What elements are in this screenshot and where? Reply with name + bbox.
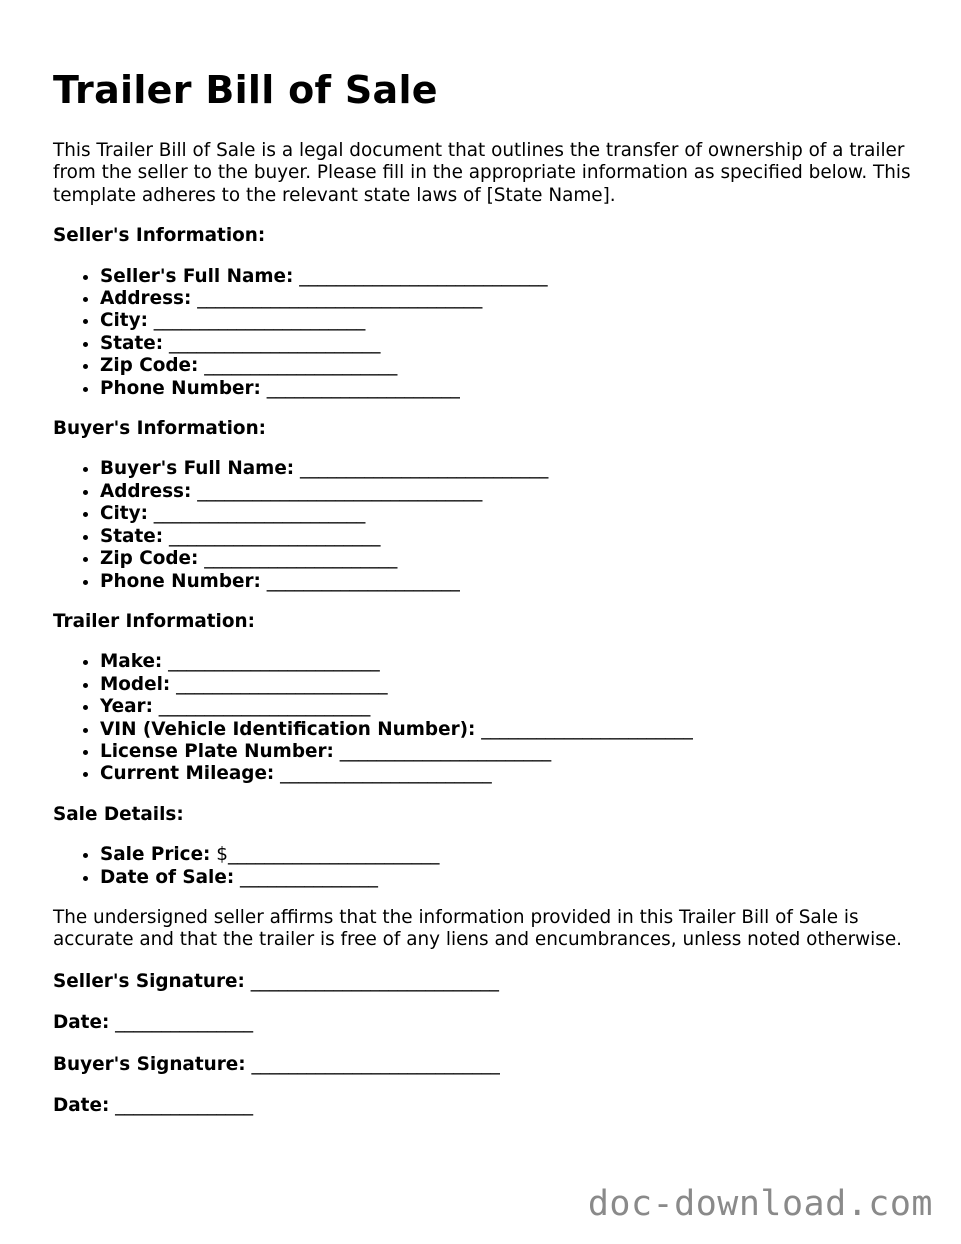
field-label: Zip Code: xyxy=(100,548,199,570)
sale-field-list xyxy=(53,844,913,889)
field-label: Date: xyxy=(53,1095,110,1116)
fill-in-blank: $_______________________ xyxy=(216,844,440,866)
affirmation-paragraph: The undersigned seller affirms that the information provided in this Trailer Bill of Sale is accurate and that the trailer is free of any liens and encumbrances, unless noted otherwise. xyxy=(53,906,903,951)
trailer-license-plate-field xyxy=(100,741,913,763)
field-label: Phone Number: xyxy=(100,377,261,399)
buyer-signature-line xyxy=(53,1054,913,1076)
trailer-current-mileage-field xyxy=(100,763,913,785)
buyer-city-field xyxy=(100,503,913,525)
fill-in-blank: ___________________________ xyxy=(300,458,549,480)
seller-signature-line xyxy=(53,971,913,993)
fill-in-blank: _______________________ xyxy=(153,503,366,525)
field-label: Phone Number: xyxy=(100,570,261,592)
seller-full-name-field xyxy=(100,266,913,288)
fill-in-blank: ___________________________ xyxy=(299,265,548,287)
document-page xyxy=(53,64,913,1117)
field-label: City: xyxy=(100,503,148,525)
seller-state-field xyxy=(100,333,913,355)
seller-zip-code-field xyxy=(100,355,913,377)
trailer-section-heading: Trailer Information: xyxy=(53,610,255,632)
buyer-zip-code-field xyxy=(100,548,913,570)
seller-section-heading: Seller's Information: xyxy=(53,225,266,247)
field-label: State: xyxy=(100,525,164,547)
trailer-model-field xyxy=(100,674,913,696)
fill-in-blank: _______________________________ xyxy=(197,480,483,502)
buyer-address-field xyxy=(100,481,913,503)
sale-section-heading: Sale Details: xyxy=(53,803,184,825)
buyer-field-list xyxy=(53,458,913,592)
trailer-vin-field xyxy=(100,719,913,741)
seller-date-line xyxy=(53,1012,913,1034)
buyer-full-name-field xyxy=(100,458,913,480)
field-label: License Plate Number: xyxy=(100,740,334,762)
field-label: Date of Sale: xyxy=(100,866,235,888)
fill-in-blank: ___________________________ xyxy=(251,1053,500,1075)
fill-in-blank: _______________ xyxy=(240,866,378,888)
buyer-state-field xyxy=(100,526,913,548)
trailer-field-list xyxy=(53,651,913,785)
fill-in-blank: _______________ xyxy=(115,1095,254,1116)
field-label: Seller's Full Name: xyxy=(100,265,294,287)
watermark: doc-download.com xyxy=(587,1184,933,1224)
sale-price-field xyxy=(100,844,913,866)
fill-in-blank: _______________________ xyxy=(168,651,380,673)
field-label: City: xyxy=(100,310,148,332)
fill-in-blank: _______________________ xyxy=(168,525,381,547)
fill-in-blank: _______________________ xyxy=(339,740,552,762)
field-label: Buyer's Full Name: xyxy=(100,458,295,480)
field-label: Address: xyxy=(100,288,192,310)
fill-in-blank: _______________________ xyxy=(280,763,492,785)
intro-paragraph: This Trailer Bill of Sale is a legal document that outlines the transfer of ownership of a trailer from the seller to the buyer. Please fill in the appropriate information as specified below. This template adheres to the relevant state laws of [State Name]. xyxy=(53,140,911,206)
buyer-section-heading: Buyer's Information: xyxy=(53,418,267,440)
field-label: Year: xyxy=(100,696,153,718)
buyer-phone-number-field xyxy=(100,571,913,593)
field-label: Zip Code: xyxy=(100,355,199,377)
buyer-date-line xyxy=(53,1095,913,1117)
field-label: Sale Price: xyxy=(100,844,211,866)
fill-in-blank: _____________________ xyxy=(266,570,460,592)
field-label: Make: xyxy=(100,651,163,673)
fill-in-blank: _______________________ xyxy=(158,696,371,718)
fill-in-blank: ___________________________ xyxy=(250,970,499,992)
field-label: Date: xyxy=(53,1012,110,1034)
field-label: State: xyxy=(100,332,164,354)
fill-in-blank: _____________________ xyxy=(204,355,398,377)
fill-in-blank: _______________________ xyxy=(481,718,693,740)
trailer-make-field xyxy=(100,651,913,673)
fill-in-blank: _______________________ xyxy=(168,332,381,354)
field-label: Seller's Signature: xyxy=(53,970,245,992)
seller-address-field xyxy=(100,288,913,310)
trailer-year-field xyxy=(100,696,913,718)
field-label: Address: xyxy=(100,480,192,502)
seller-city-field xyxy=(100,310,913,332)
fill-in-blank: _______________________ xyxy=(176,673,388,695)
fill-in-blank: _______________ xyxy=(115,1012,254,1034)
field-label: Model: xyxy=(100,673,171,695)
field-label: Buyer's Signature: xyxy=(53,1053,246,1075)
fill-in-blank: _______________________ xyxy=(153,310,366,332)
field-label: VIN (Vehicle Identification Number): xyxy=(100,718,476,740)
seller-phone-number-field xyxy=(100,378,913,400)
field-label: Current Mileage: xyxy=(100,763,275,785)
fill-in-blank: _____________________ xyxy=(266,377,460,399)
page-title: Trailer Bill of Sale xyxy=(53,68,438,112)
fill-in-blank: _______________________________ xyxy=(197,288,483,310)
seller-field-list xyxy=(53,266,913,400)
fill-in-blank: _____________________ xyxy=(204,548,398,570)
sale-date-field xyxy=(100,867,913,889)
